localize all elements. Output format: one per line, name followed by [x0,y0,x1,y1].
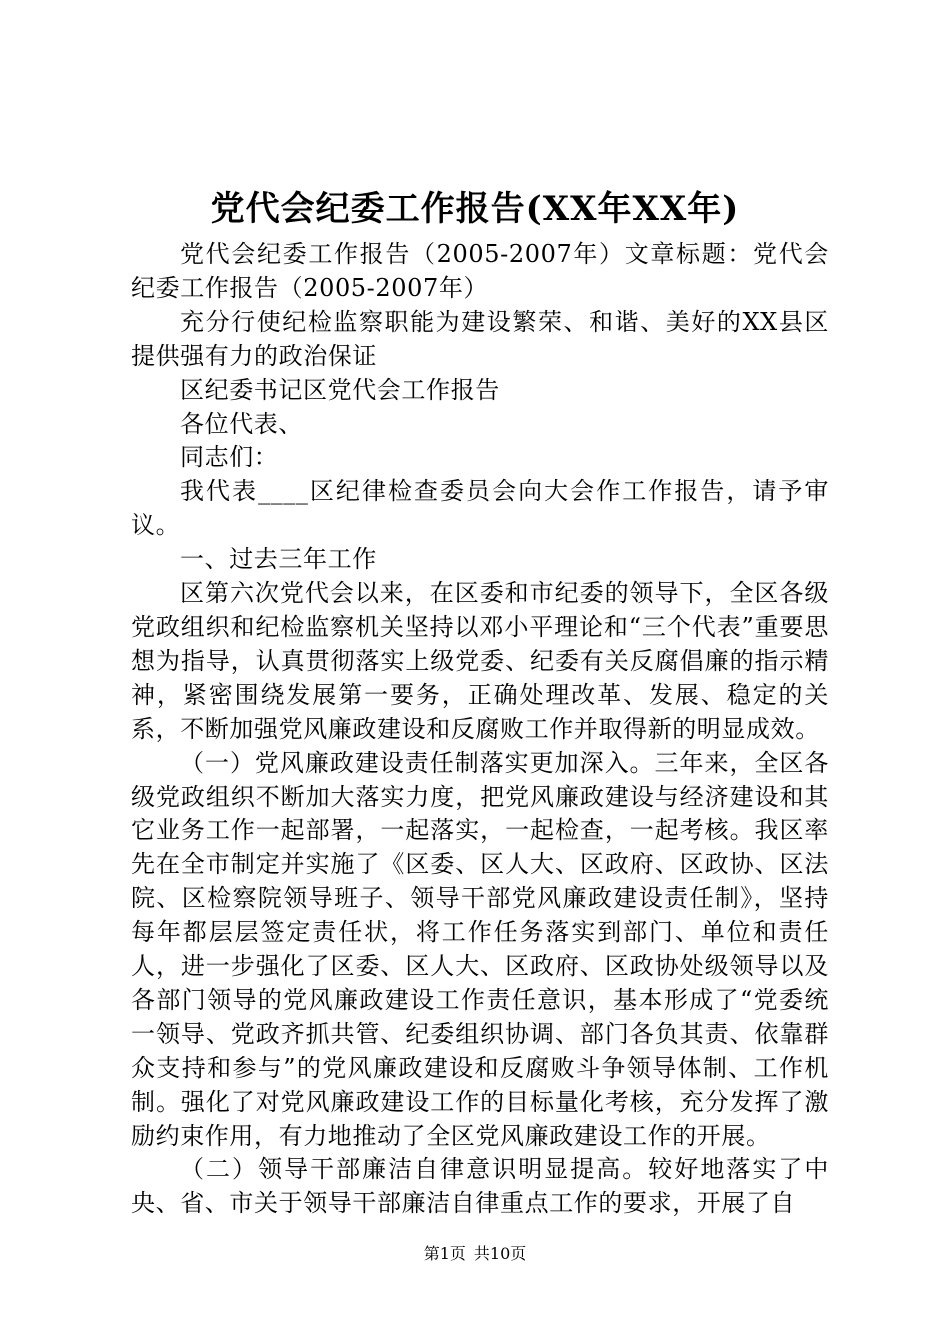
paragraph-item-1: （一）党风廉政建设责任制落实更加深入。三年来，全区各级党政组织不断加大落实力度，把党风廉政建设与经济建设和其它业务工作一起部署，一起落实，一起检查，一起考核。我区率先在全市制定并实施了《区委、区人大、区政府、区政协、区法院、区检察院领导班子、领导干部党风廉政建设责任制》，坚持每年都层层签定责任状，将工作任务落实到部门、单位和责任人，进一步强化了区委、区人大、区政府、区政协处级领导以及各部门领导的党风廉政建设工作责任意识，基本形成了“党委统一领导、党政齐抓共管、纪委组织协调、部门各负其责、依靠群众支持和参与”的党风廉政建设和反腐败斗争领导体制、工作机制。强化了对党风廉政建设工作的目标量化考核，充分发挥了激励约束作用，有力地推动了全区党风廉政建设工作的开展。 [131,748,829,1150]
page-total: 共10页 [473,1244,527,1263]
page-number: 第1页 [423,1244,466,1263]
paragraph-item-2: （二）领导干部廉洁自律意识明显提高。较好地落实了中央、省、市关于领导干部廉洁自律重点工作的要求，开展了自 [131,1155,829,1218]
paragraph-subtitle: 充分行使纪检监察职能为建设繁荣、和谐、美好的XX县区提供强有力的政治保证 [131,307,829,370]
paragraph-salutation-1: 各位代表、 [180,409,303,438]
paragraph-salutation-2: 同志们： [180,443,279,472]
paragraph-overview: 区第六次党代会以来，在区委和市纪委的领导下，全区各级党政组织和纪检监察机关坚持以邓小平理论和“三个代表”重要思想为指导，认真贯彻落实上级党委、纪委有关反腐倡廉的指示精神，紧密围绕发展第一要务，正确处理改革、发展、稳定的关系，不断加强党风廉政建设和反腐败工作并取得新的明显成效。 [131,579,829,743]
page-footer [0,1243,950,1265]
document-title: 党代会纪委工作报告(XX年XX年) [210,189,740,229]
paragraph-opening: 我代表____区纪律检查委员会向大会作工作报告，请予审议。 [131,477,829,540]
document-body [131,238,829,1221]
section-heading: 一、过去三年工作 [180,545,377,574]
paragraph-heading-intro: 党代会纪委工作报告（2005-2007年）文章标题：党代会纪委工作报告（2005-2007年） [131,240,829,302]
paragraph-speaker: 区纪委书记区党代会工作报告 [180,375,500,404]
